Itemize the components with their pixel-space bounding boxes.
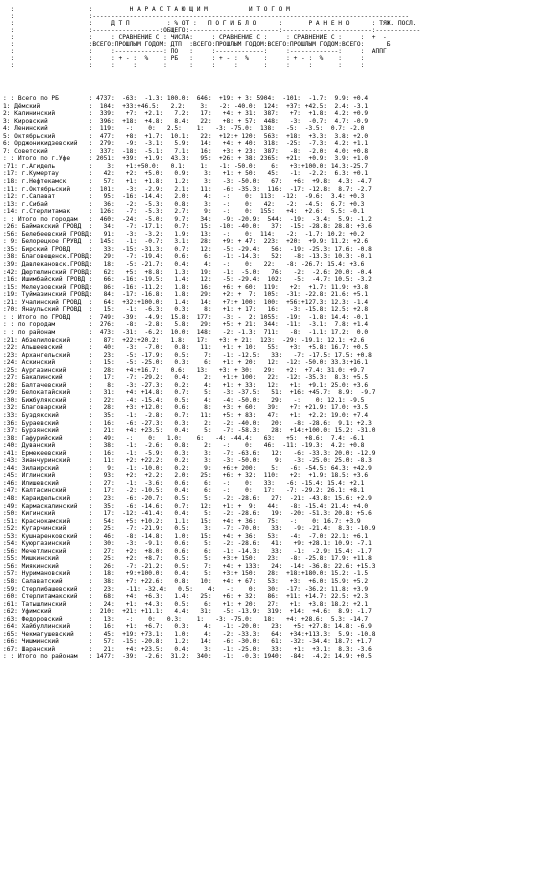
table-row: :16: Ишимбайский ГРОВД : 66: -16: -19.5: 1.4: 12: -5: -29.4: 102: -5: -4.7: 10.5: -3.2 [3,276,372,284]
table-row: :45: Иглинский : 93: +2: +2.2: 2.0: 25: +6: + 32: 110: +2: +1.9: 18.5: +3.6 [3,472,369,480]
table-row: :48: Караидельский : 23: -6: -20.7: 0.5: 5: -2: -28.6: 27: -21: -43.8: 15.6: +2.9 [3,494,372,502]
table-row: : : по районам : 473: -31: -6.2: 10.0: 148: -2: -1.3: 711: -8: -1.1: 17.2: 0.0 [3,328,369,336]
table-row: : : Итого по городам : 460: -24: -5.0: 9.7: 34: -9: -20.9: 544: -19: -3.4: 5.9: -1.2 [3,215,372,223]
table-row: :29: Белокатайский : 31: +4: +14.8: 0.7: 5: -3: -37.5: 51: +16: +45.7: 8.9: -9.7 [3,389,376,397]
table-row: :30: Бижбулякский : 22: -4: -15.4: 0.5: 4: -4: -50.0: 29: -: 0: 12.1: -9.5 [3,396,365,404]
table-row: :49: Кармаскалинский : 35: -6: -14.6: 0.7: 12: +1: + 9: 44: -8: -15.4: 21.4: +4.0 [3,502,369,510]
table-row: :56: Мечетлинский : 27: +2: +8.0: 0.6: 6: -1: -14.3: 33: -1: -2.9: 15.4: -1.7 [3,547,372,555]
table-row: :38: Благовещенск.ГРОВД: 29: -7: -19.4: 0.6: 6: -1: -14.3: 52: -8: -13.3: 10.3: -0.1 [3,253,372,261]
table-row: :21: Учалинский ГРОВД : 64: +32:+100.0: 1.4: 14: +7:+ 100: 100: +56:+127.3: 12.3: -1.4 [3,298,369,306]
table-row: :50: Кигинский : 17: -12: -41.4: 0.4: 5: -2: -28.6: 19: -20: -51.3: 20.8: +5.6 [3,510,372,518]
table-row: :21: Абзелиловский : 87: +22:+20.2: 1.8: 17: +3: + 21: 123: -29: -19.1: 12.1: +2.6 [3,336,365,344]
table-row: :56: Миякинский : 26: -7: -21.2: 0.5: 7: +4: + 133: 24: -14: -36.8: 22.6: +15.3 [3,562,376,570]
table-row: 2: Калининский : 339: +7: +2.1: 7.2: 17: +4: + 31: 387: +7: +1.8: 4.2: +0.9 [3,110,369,118]
table-row: : : Итого по районам : 1477: -39: -2.6: 31.2: 340: -1: -0.3: 1940: -84: -4.2: 14.9: +0.5 [3,653,372,661]
table-row: :11: г.Октябрьский : 101: -3: -2.9: 2.1: 11: -6: -35.3: 116: -17: -12.8: 8.7: -2.7 [3,185,372,193]
table-row: :46: Илишевский : 27: -1: -3.6: 0.6: 6: -: 0: 33: -6: -15.4: 15.4: +2.1 [3,479,365,487]
table-row: : : Итого по ГРОВД : 749: -39: -4.9: 15.8: 177: -3: - 2: 1055: -19: -1.8: 14.4: -0.1 [3,313,369,321]
table-row: :61: Татышлинский : 24: +1: +4.3: 0.5: 6: +1: + 20: 27: +1: +3.8: 18.2: +2.1 [3,600,369,608]
table-row: :64: Хайбуллинский : 16: +1: +6.7: 0.3: 4: -1: -20.0: 23: +5: +27.8: 14.8: -6.9 [3,623,372,631]
table-row: 1: Дёмский : 104: +33:+46.5: 2.2: 3: -2: -40.0: 124: +37: +42.5: 2.4: -3.1 [3,102,369,110]
table-row: :66: Чишминский : 57: -15: -20.8: 1.2: 14: -6: -30.0: 61: -32: -34.4: 18.7: +1.7 [3,638,372,646]
table-row: :47: Калтасинский : 17: -2: -10.5: 0.4: 6: -: 0: 17: -7: -29.2: 26.1: +8.1 [3,487,365,495]
table-row: :27: Бакалинский : 17: -7: -29.2: 0.4: 2: +1:+ 100: 22: -12: -35.3: 8.3: +5.5 [3,374,369,382]
table-row: :13: г.Сибай : 36: -2: -5.3: 0.8: 3: -: 0: 42: -2: -4.5: 6.7: +0.3 [3,200,365,208]
table-row: :12: г.Салават : 95: -16: -14.4: 2.0: 4: -: 0: 113: -12: -9.6: 3.4: +0.3 [3,193,365,201]
table-row: :44: Зилаирский : 9: -1: -10.0: 0.2: 9: +6:+ 200: 5: -6: -54.5: 64.3: +42.9 [3,464,372,472]
table-row: :18: г.Нефтекамск : 57: +1: +1.8: 1.2: 3: -3: -50.0: 67: +6: +9.8: 4.3: -4.7 [3,178,372,186]
table-row: : : Итого по г.Уфе : 2051: +39: +1.9: 43.3: 95: +26: + 38: 2365: +21: +0.9: 3.9: +1.0 [3,155,369,163]
table-row: :59: Стерлибашевский : 23: -11: -32.4: 0.5: 4: -: 0: 30: -17: -36.2: 11.8: +3.9 [3,585,369,593]
table-row: :67: Шаранский : 21: +4: +23.5: 0.4: 3: -1: -25.0: 33: +1: +3.1: 8.3: -3.6 [3,645,372,653]
header-lines: : : Н А Р А С Т А Ю Щ И М И Т О Г О М : :------------------------------------------------------------------------------------- : : Д Т П : % ОТ : П О Г И Б Л О : Р А Н Е Н О : ТЯЖ. ПОСЛ. : :------------------:ОБЩЕГО:------------------------:------------------------:------------ : : : СРАВНЕНИЕ С : ЧИСЛА: : СРАВНЕНИЕ С : : СРАВНЕНИЕ С : : + - : :ВСЕГО:ПРОШЛЫМ ГОДОМ: ДТП :ВСЕГО:ПРОШЛЫМ ГОДОМ:ВСЕГО:ПРОШЛЫМ ГОДОМ:ВСЕГО: Б : : :-------------: ПО : :-------------: :-------------: : АППГ : : : + - : % : РБ : : + - : % : : + - : % : : : : : : : : : : : : : : : [10,6,421,69]
table-row: :42: Дюртюлинский ГРОВД: 62: +5: +8.8: 1.3: 19: -1: -5.0: 76: -2: -2.6: 20.0: -0.4 [3,268,372,276]
table-row: 3: Кировский : 396: +18: +4.8: 8.4: 22: +8: + 57: 448: -3: -0.7: 4.7: -0.9 [3,117,369,125]
table-row: :32: Благоварский : 28: +3: +12.0: 0.6: 8: +3: + 60: 39: +7: +21.9: 17.0: +3.5 [3,404,369,412]
table-row: 7: Советский : 337: -18: -5.1: 7.1: 16: +3: + 23: 387: -8: -2.0: 4.0: +0.8 [3,147,369,155]
table-row: 6: Орджоникидзевский : 279: -9: -3.1: 5.9: 14: +4: + 40: 318: -25: -7.3: 4.2: +1.1 [3,140,369,148]
table-row: :14: г.Стерлитамак : 126: -7: -5.3: 2.7: 9: -: 0: 155: +4: +2.6: 5.5: -0.1 [3,208,365,216]
table-row: :24: Аскинский : 15: -5: -25.0: 0.3: 6: +1: + 20: 12: -12: -50.0: 33.3:+16.1 [3,359,369,367]
table-row: :71: г.Агидель : 3: +1:+50.0: 0.1: 1: -1: -50.0: 6: +3:+100.0: 14.3:-25.7 [3,162,369,170]
table-row: :33: Буздякский : 35: -1: -2.8: 0.7: 11: +5: + 83: 47: +1: +2.2: 19.0: +7.4 [3,411,369,419]
table-row: :36: Бураевский : 16: -6: -27.3: 0.3: 2: -2: -40.0: 20: -8: -28.6: 9.1: +2.3 [3,419,372,427]
table-row: :19: Туймазинский ГРОВД: 84: -17: -16.8: 1.8: 29: +2: + 7: 105: -31: -22.8: 21.6: +5.1 [3,291,369,299]
table-row: :62: Уфимский : 210: +21: +11.1: 4.4: 31: -5: -13.9: 319: +14: +4.6: 8.9: -1.7 [3,608,372,616]
table-row: :70: Янаульский ГРОВД : 15: -1: -6.3: 0.3: 8: +1: + 17: 16: -3: -15.8: 12.5: +2.8 [3,306,369,314]
table-row: : 9: Белорецкое ГРУВД : 145: -1: -0.7: 3.1: 28: +9: + 47: 223: +20: +9.9: 11.2: +2.6 [3,238,369,246]
table-row: 5: Октябрьский : 477: +8: +1.7: 10.1: 22: +12:+ 120: 563: +18: +3.3: 3.8: +2.0 [3,132,369,140]
table-row: :38: Гафурийский : 49: -: 0: 1.0: 6: -4: -44.4: 63: +5: +8.6: 7.4: -6.1 [3,434,365,442]
table-row: :15: Мелеузовский ГРОВД: 86: -16: -11.2: 1.8: 16: +6: + 60: 119: +2: +1.7: 11.9: +3.8 [3,283,369,291]
table-row: : : по городам : 276: -8: -2.8: 5.8: 29: +5: + 21: 344: -11: -3.1: 7.8: +1.4 [3,321,369,329]
table-row: :43: Зианчуринский : 11: +2: +22.2: 0.2: 3: -3: -50.0: 9: -3: -25.0: 25.0: -8.3 [3,457,372,465]
table-header [3,6,531,69]
table-row: :41: Ермекеевский : 16: -1: -5.9: 0.3: 3: -7: -63.6: 12: -6: -33.3: 20.0: -12.9 [3,449,376,457]
table-row: :22: Альшеевский : 40: -3: -7.0: 0.8: 11: +1: + 10: 55: +3: +5.8: 16.7: +0.5 [3,344,369,352]
table-row: :63: Федоровский : 13: -: 0: 0.3: 1: -3: -75.0: 18: +4: +28.6: 5.3: -14.7 [3,615,369,623]
table-row: :60: Стерлитамакский : 68: +4: +6.3: 1.4: 25: +6: + 32: 86: +11: +14.7: 22.5: +2.3 [3,593,369,601]
table-row: :57: Нуримановский : 18: +9:+100.0: 0.4: 5: +3:+ 150: 28: +18:+180.0: 15.2: -1.5 [3,570,369,578]
table-row: :26: Баймакский ГРОВД : 34: -7: -17.1: 0.7: 15: -10: -40.0: 37: -15: -28.8: 28.8: +3.6 [3,223,372,231]
table-row: :65: Чекмагушевский : 45: +19: +73.1: 1.0: 4: -2: -33.3: 64: +34:+113.3: 5.9: -10.8 [3,630,376,638]
table-row: :58: Салаватский : 38: +7: +22.6: 0.8: 10: +4: + 67: 53: +3: +6.0: 15.9: +5.2 [3,578,369,585]
table-row: :55: Мишкинский : 25: +2: +8.7: 0.5: 5: +3:+ 150: 23: -8: -25.8: 17.9: +11.8 [3,555,372,563]
table-row: :52: Кугарчинский : 25: -7: -21.9: 0.5: 3: -7: -70.0: 33: -9: -21.4: 8.3: -10.9 [3,525,376,533]
table-row: :35: Бирский ГРОВД : 33: -15: -31.3: 0.7: 12: -5: -29.4: 56: -19: -25.3: 17.6: -0.8 [3,245,372,253]
table-row: :56: Белебеевский ГРОВД: 91: -3: -3.2: 1.9: 13: -: 0: 114: -2: -1.7: 10.2: +0.2 [3,230,365,238]
table-row: :53: Кушнаренковский : 46: -8: -14.8: 1.0: 15: +4: + 36: 53: -4: -7.0: 22.1: +6.1 [3,532,369,540]
table-row: :28: Балтачевский : 8: -3: -27.3: 0.2: 4: +1: + 33: 12: +1: +9.1: 25.0: +3.6 [3,381,369,389]
table-row: :40: Дуванский : 38: -1: -2.6: 0.8: 2: -: 0: 46: -11: -19.3: 4.2: +0.8 [3,442,365,450]
table-row: :51: Краснокамский : 54: +5: +10.2: 1.1: 15: +4: + 36: 75: -: 0: 16.7: +3.9 [3,517,361,525]
table-row: 4: Ленинский : 119: -: 0: 2.5: 1: -3: -75.0: 138: -5: -3.5: 0.7: -2.0 [3,125,365,133]
table-row: :54: Куюргазинский : 30: -3: -9.1: 0.6: 5: -2: -28.6: 41: +9: +28.1: 10.9: -7.1 [3,540,372,548]
table-row: :17: г.Кумертау : 42: +2: +5.0: 0.9: 3: +1: + 50: 45: -1: -2.2: 6.3: +0.1 [3,170,369,178]
table-row: :37: Бурзянский : 21: +4: +23.5: 0.4: 5: -7: -58.3: 28: +14:+100.0: 15.2: -31.0 [3,427,376,435]
table-row: :39: Давлекановск.ГРОВД: 18: -5: -21.7: 0.4: 4: -: 0: 22: -8: -26.7: 15.4: +3.6 [3,261,365,269]
table-row: : : Всего по РБ : 4737: -63: -1.3: 100.0: 646: +19: + 3: 5904: -101: -1.7: 9.9: +0.4 [3,95,369,102]
table-row: :25: Аургазинский : 28: +4:+16.7: 0.6: 13: +3: + 30: 29: +2: +7.4: 31.0: +9.7 [3,366,365,374]
table-row: :23: Архангельский : 23: -5: -17.9: 0.5: 7: -1: -12.5: 33: -7: -17.5: 17.5: +0.8 [3,351,372,359]
report-table [3,95,531,661]
